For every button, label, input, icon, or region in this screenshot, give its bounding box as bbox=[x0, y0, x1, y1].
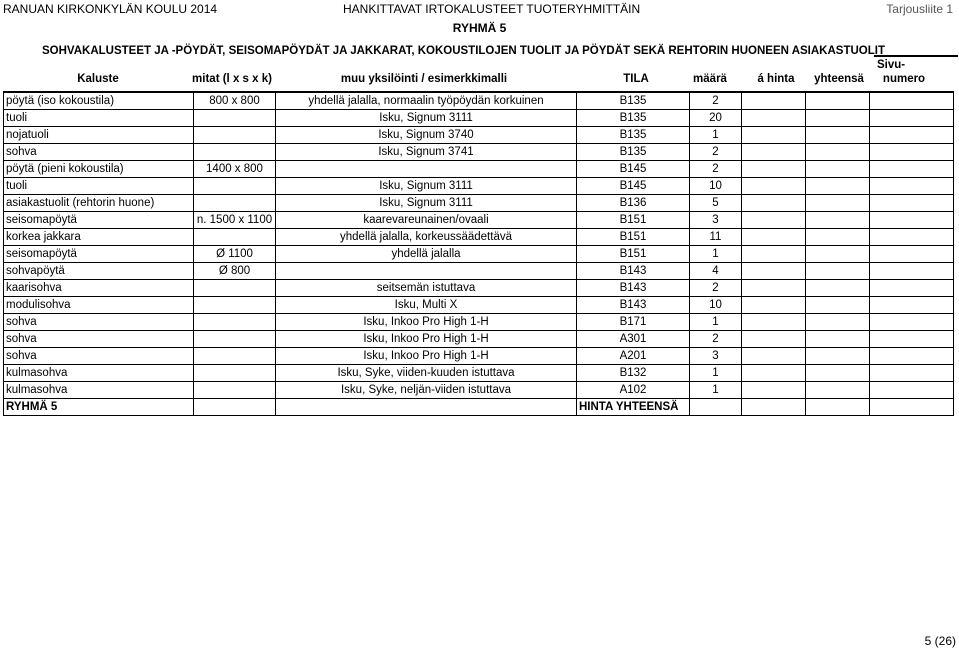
table-row bbox=[4, 314, 954, 331]
cell-malli: Isku, Signum 3111 bbox=[276, 195, 577, 212]
cell-yhteensa[interactable] bbox=[806, 127, 870, 144]
cell-mitat: Ø 1100 bbox=[194, 246, 276, 263]
cell-sivunumero[interactable] bbox=[870, 263, 954, 280]
cell-kaluste: korkea jakkara bbox=[4, 229, 194, 246]
cell-a-hinta[interactable] bbox=[742, 365, 806, 382]
cell-sivunumero[interactable] bbox=[870, 314, 954, 331]
cell-malli: kaarevareunainen/ovaali bbox=[276, 212, 577, 229]
cell-a-hinta[interactable] bbox=[742, 110, 806, 127]
footer-row bbox=[4, 399, 954, 416]
cell-mitat bbox=[194, 297, 276, 314]
cell-tila: B135 bbox=[577, 110, 690, 127]
cell-a-hinta[interactable] bbox=[742, 144, 806, 161]
cell-tila: B136 bbox=[577, 195, 690, 212]
col-header-malli: muu yksilöinti / esimerkkimalli bbox=[340, 73, 508, 85]
col-header-numero: numero bbox=[882, 73, 926, 85]
table-row bbox=[4, 127, 954, 144]
cell-a-hinta[interactable] bbox=[742, 195, 806, 212]
cell-maara: 2 bbox=[690, 331, 742, 348]
cell-malli: seitsemän istuttava bbox=[276, 280, 577, 297]
cell-mitat bbox=[194, 314, 276, 331]
cell-malli: yhdellä jalalla, korkeussäädettävä bbox=[276, 229, 577, 246]
cell-sivunumero[interactable] bbox=[870, 161, 954, 178]
header-title: HANKITTAVAT IRTOKALUSTEET TUOTERYHMITTÄIN bbox=[343, 2, 641, 16]
cell-mitat: Ø 800 bbox=[194, 263, 276, 280]
cell-kaluste: kulmasohva bbox=[4, 382, 194, 399]
table-row bbox=[4, 144, 954, 161]
cell-malli: yhdellä jalalla bbox=[276, 246, 577, 263]
cell-kaluste: nojatuoli bbox=[4, 127, 194, 144]
cell-maara: 20 bbox=[690, 110, 742, 127]
cell-kaluste: asiakastuolit (rehtorin huone) bbox=[4, 195, 194, 212]
cell-tila: B151 bbox=[577, 229, 690, 246]
cell-kaluste: kulmasohva bbox=[4, 365, 194, 382]
cell-sivunumero[interactable] bbox=[870, 127, 954, 144]
cell-tila: B132 bbox=[577, 365, 690, 382]
cell-malli: Isku, Signum 3740 bbox=[276, 127, 577, 144]
cell-mitat bbox=[194, 127, 276, 144]
cell-malli bbox=[276, 161, 577, 178]
cell-maara: 5 bbox=[690, 195, 742, 212]
cell-sivunumero[interactable] bbox=[870, 110, 954, 127]
cell-kaluste: tuoli bbox=[4, 110, 194, 127]
cell-sivunumero[interactable] bbox=[870, 348, 954, 365]
cell-tila: B135 bbox=[577, 144, 690, 161]
cell-yhteensa[interactable] bbox=[806, 92, 870, 110]
cell-maara: 11 bbox=[690, 229, 742, 246]
cell-yhteensa[interactable] bbox=[806, 297, 870, 314]
table-row bbox=[4, 263, 954, 280]
col-header-yhteensa: yhteensä bbox=[814, 73, 864, 85]
table-row bbox=[4, 229, 954, 246]
cell-tila: B171 bbox=[577, 314, 690, 331]
cell-maara: 1 bbox=[690, 365, 742, 382]
footer-total-label: HINTA YHTEENSÄ bbox=[577, 399, 690, 416]
cell-sivunumero[interactable] bbox=[870, 280, 954, 297]
cell-yhteensa[interactable] bbox=[806, 331, 870, 348]
cell-tila: A201 bbox=[577, 348, 690, 365]
cell-a-hinta[interactable] bbox=[742, 263, 806, 280]
cell-tila: B151 bbox=[577, 246, 690, 263]
table-row bbox=[4, 178, 954, 195]
cell-sivunumero[interactable] bbox=[870, 144, 954, 161]
cell-yhteensa[interactable] bbox=[806, 212, 870, 229]
header-attachment: Tarjousliite 1 bbox=[886, 2, 953, 16]
cell-maara: 1 bbox=[690, 246, 742, 263]
cell-malli bbox=[276, 263, 577, 280]
cell-yhteensa[interactable] bbox=[806, 144, 870, 161]
cell-tila: B143 bbox=[577, 297, 690, 314]
cell-yhteensa[interactable] bbox=[806, 280, 870, 297]
cell-tila: B143 bbox=[577, 280, 690, 297]
cell-malli: Isku, Syke, viiden-kuuden istuttava bbox=[276, 365, 577, 382]
table-row bbox=[4, 92, 954, 110]
cell-a-hinta[interactable] bbox=[742, 382, 806, 399]
cell-mitat bbox=[194, 331, 276, 348]
cell-tila: B135 bbox=[577, 92, 690, 110]
cell-mitat bbox=[194, 365, 276, 382]
cell-mitat: 800 x 800 bbox=[194, 92, 276, 110]
table-row bbox=[4, 246, 954, 263]
cell-malli: Isku, Multi X bbox=[276, 297, 577, 314]
cell-yhteensa[interactable] bbox=[806, 263, 870, 280]
cell-kaluste: sohva bbox=[4, 331, 194, 348]
cell-kaluste: sohvapöytä bbox=[4, 263, 194, 280]
table-row bbox=[4, 382, 954, 399]
cell-maara: 3 bbox=[690, 212, 742, 229]
cell-sivunumero[interactable] bbox=[870, 297, 954, 314]
cell-a-hinta[interactable] bbox=[742, 161, 806, 178]
col-header-mitat: mitat (l x s x k) bbox=[192, 73, 272, 85]
cell-yhteensa[interactable] bbox=[806, 382, 870, 399]
group-title: RYHMÄ 5 bbox=[452, 21, 507, 35]
cell-kaluste: kaarisohva bbox=[4, 280, 194, 297]
cell-yhteensa[interactable] bbox=[806, 348, 870, 365]
cell-tila: B135 bbox=[577, 127, 690, 144]
cell-maara: 4 bbox=[690, 263, 742, 280]
main-title: SOHVAKALUSTEET JA -PÖYDÄT, SEISOMAPÖYDÄT JA JAKKARAT, KOKOUSTILOJEN TUOLIT JA PÖYDÄT SEKÄ REHTORIN HUONEEN ASIAKASTUOLIT bbox=[42, 45, 885, 57]
cell-kaluste: sohva bbox=[4, 348, 194, 365]
page-number: 5 (26) bbox=[924, 634, 956, 648]
cell-tila: A102 bbox=[577, 382, 690, 399]
col-header-kaluste: Kaluste bbox=[77, 73, 119, 85]
cell-maara: 1 bbox=[690, 127, 742, 144]
cell-maara: 2 bbox=[690, 280, 742, 297]
cell-kaluste: seisomapöytä bbox=[4, 212, 194, 229]
cell-mitat bbox=[194, 178, 276, 195]
cell-kaluste: tuoli bbox=[4, 178, 194, 195]
cell-maara: 2 bbox=[690, 92, 742, 110]
cell-maara: 2 bbox=[690, 144, 742, 161]
table-row bbox=[4, 195, 954, 212]
cell-a-hinta[interactable] bbox=[742, 246, 806, 263]
cell-a-hinta[interactable] bbox=[742, 314, 806, 331]
cell-mitat bbox=[194, 195, 276, 212]
cell-a-hinta[interactable] bbox=[742, 348, 806, 365]
cell-yhteensa[interactable] bbox=[806, 195, 870, 212]
cell-sivunumero[interactable] bbox=[870, 212, 954, 229]
cell-maara: 3 bbox=[690, 348, 742, 365]
cell-malli: Isku, Syke, neljän-viiden istuttava bbox=[276, 382, 577, 399]
cell-mitat bbox=[194, 229, 276, 246]
table-row bbox=[4, 331, 954, 348]
cell-yhteensa[interactable] bbox=[806, 229, 870, 246]
header-school: RANUAN KIRKONKYLÄN KOULU 2014 bbox=[3, 2, 218, 16]
footer-group-label: RYHMÄ 5 bbox=[4, 399, 194, 416]
cell-maara: 2 bbox=[690, 161, 742, 178]
cell-tila: A301 bbox=[577, 331, 690, 348]
cell-a-hinta[interactable] bbox=[742, 297, 806, 314]
cell-maara: 10 bbox=[690, 178, 742, 195]
cell-malli: Isku, Signum 3111 bbox=[276, 178, 577, 195]
cell-sivunumero[interactable] bbox=[870, 365, 954, 382]
cell-sivunumero[interactable] bbox=[870, 195, 954, 212]
cell-maara: 1 bbox=[690, 314, 742, 331]
cell-mitat bbox=[194, 348, 276, 365]
cell-malli: Isku, Inkoo Pro High 1-H bbox=[276, 348, 577, 365]
cell-sivunumero[interactable] bbox=[870, 229, 954, 246]
table-row bbox=[4, 212, 954, 229]
cell-kaluste: pöytä (pieni kokoustila) bbox=[4, 161, 194, 178]
cell-yhteensa[interactable] bbox=[806, 110, 870, 127]
table-row bbox=[4, 110, 954, 127]
cell-sivunumero[interactable] bbox=[870, 92, 954, 110]
col-header-a-hinta: á hinta bbox=[757, 73, 795, 85]
cell-tila: B145 bbox=[577, 178, 690, 195]
cell-a-hinta[interactable] bbox=[742, 212, 806, 229]
cell-a-hinta[interactable] bbox=[742, 331, 806, 348]
cell-malli: Isku, Inkoo Pro High 1-H bbox=[276, 314, 577, 331]
cell-tila: B151 bbox=[577, 212, 690, 229]
cell-a-hinta[interactable] bbox=[742, 280, 806, 297]
cell-kaluste: modulisohva bbox=[4, 297, 194, 314]
table-row bbox=[4, 161, 954, 178]
cell-malli: Isku, Signum 3111 bbox=[276, 110, 577, 127]
cell-malli: Isku, Signum 3741 bbox=[276, 144, 577, 161]
sivu-header-cell bbox=[874, 55, 958, 75]
sivu-label: Sivu- bbox=[877, 59, 906, 71]
furniture-table bbox=[3, 91, 954, 416]
table-row bbox=[4, 348, 954, 365]
cell-mitat: n. 1500 x 1100 bbox=[194, 212, 276, 229]
cell-malli: yhdellä jalalla, normaalin työpöydän korkuinen bbox=[276, 92, 577, 110]
cell-kaluste: pöytä (iso kokoustila) bbox=[4, 92, 194, 110]
cell-sivunumero[interactable] bbox=[870, 246, 954, 263]
cell-sivunumero[interactable] bbox=[870, 178, 954, 195]
cell-kaluste: sohva bbox=[4, 144, 194, 161]
cell-sivunumero[interactable] bbox=[870, 382, 954, 399]
cell-maara: 10 bbox=[690, 297, 742, 314]
cell-a-hinta[interactable] bbox=[742, 127, 806, 144]
cell-mitat bbox=[194, 110, 276, 127]
cell-sivunumero[interactable] bbox=[870, 331, 954, 348]
cell-yhteensa[interactable] bbox=[806, 314, 870, 331]
cell-maara: 1 bbox=[690, 382, 742, 399]
cell-a-hinta[interactable] bbox=[742, 92, 806, 110]
cell-mitat bbox=[194, 382, 276, 399]
cell-mitat bbox=[194, 144, 276, 161]
table-row bbox=[4, 365, 954, 382]
cell-yhteensa[interactable] bbox=[806, 178, 870, 195]
col-header-tila: TILA bbox=[623, 73, 649, 85]
cell-a-hinta[interactable] bbox=[742, 229, 806, 246]
cell-mitat bbox=[194, 280, 276, 297]
cell-kaluste: seisomapöytä bbox=[4, 246, 194, 263]
cell-a-hinta[interactable] bbox=[742, 178, 806, 195]
table-row bbox=[4, 297, 954, 314]
table-row bbox=[4, 280, 954, 297]
cell-yhteensa[interactable] bbox=[806, 246, 870, 263]
cell-malli: Isku, Inkoo Pro High 1-H bbox=[276, 331, 577, 348]
total-price-cell[interactable] bbox=[806, 399, 870, 416]
col-header-maara: määrä bbox=[693, 73, 727, 85]
cell-yhteensa[interactable] bbox=[806, 365, 870, 382]
cell-tila: B145 bbox=[577, 161, 690, 178]
cell-tila: B143 bbox=[577, 263, 690, 280]
cell-yhteensa[interactable] bbox=[806, 161, 870, 178]
cell-mitat: 1400 x 800 bbox=[194, 161, 276, 178]
cell-kaluste: sohva bbox=[4, 314, 194, 331]
